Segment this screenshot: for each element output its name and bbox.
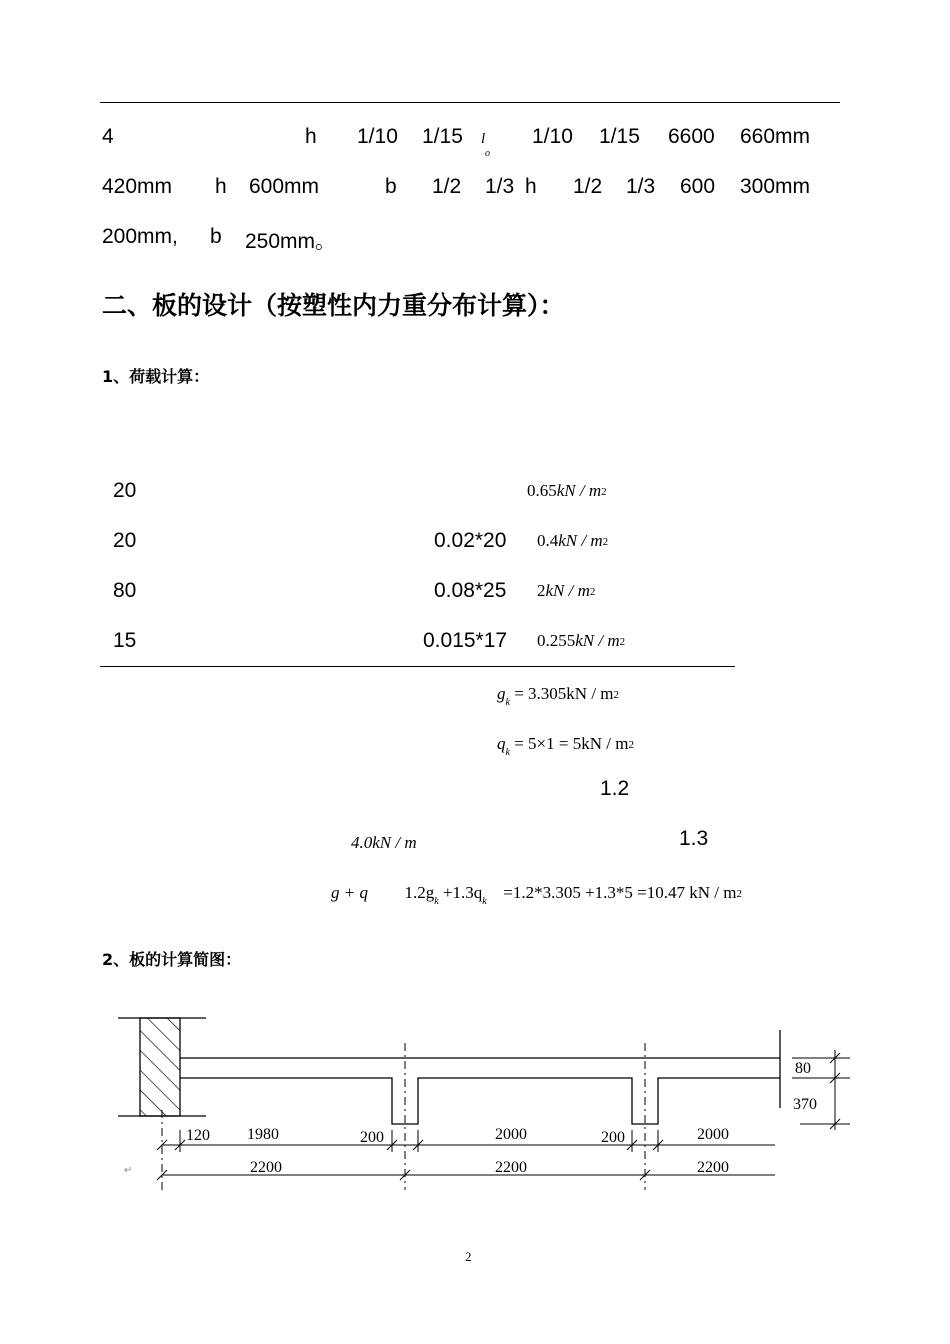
live-load-factor: 1.3 <box>679 827 709 850</box>
load-thickness: 20 <box>113 529 137 552</box>
para-word: h <box>525 175 537 198</box>
dim-label: 2200 <box>697 1159 729 1176</box>
load-value: 2kN / m2 <box>537 581 596 600</box>
para-word: 6600 <box>668 125 715 148</box>
wall-section <box>118 1018 206 1116</box>
load-thickness: 80 <box>113 579 137 602</box>
dim-label: 200 <box>601 1129 625 1146</box>
return-mark: ↵ <box>124 1165 133 1176</box>
live-load-value: 4.0kN / m <box>351 833 417 852</box>
subsection-title-loads: 1、荷载计算： <box>102 367 210 386</box>
load-expression: 0.015*17 <box>423 629 508 652</box>
para-word: 420mm <box>102 175 173 198</box>
para-word: 600mm <box>249 175 320 198</box>
para-word: 660mm <box>740 125 811 148</box>
para-word: 600 <box>680 175 716 198</box>
qk-formula: $q_k = 5\times 1 = 5kN / m2$ <box>497 734 634 758</box>
para-word: b <box>385 175 397 198</box>
dim-label: 2200 <box>250 1159 282 1176</box>
para-word: h <box>305 125 317 148</box>
load-value: 0.255kN / m2 <box>537 631 626 650</box>
slab-and-beams-outline <box>180 1030 780 1124</box>
para-word: 1/2 <box>573 175 603 198</box>
para-subscript: o <box>485 148 490 159</box>
load-value: 0.65kN / m2 <box>527 481 607 500</box>
page-number: 2 <box>465 1249 472 1264</box>
para-symbol: l <box>481 131 486 147</box>
para-word: h <box>215 175 227 198</box>
dim-label: 1980 <box>247 1126 279 1143</box>
para-word: b <box>210 225 222 248</box>
combo-formula: g + q $1.2g_k +1.3q_k =1.2*3.305 +1.3*5 =10.47$ kN / m2 <box>331 883 742 907</box>
para-word: 1/10 <box>357 125 398 148</box>
para-word: 1/3 <box>626 175 656 198</box>
section-title: 二、板的设计（按塑性内力重分布计算）： <box>102 291 565 320</box>
load-expression: 0.08*25 <box>434 579 507 602</box>
para-word: 1/2 <box>432 175 462 198</box>
load-thickness: 20 <box>113 479 137 502</box>
para-word: 1/15 <box>599 125 640 148</box>
load-thickness: 15 <box>113 629 137 652</box>
para-word: 1/15 <box>422 125 463 148</box>
load-expression: 0.02*20 <box>434 529 507 552</box>
dim-label: 2000 <box>697 1126 729 1143</box>
para-word: 4 <box>102 125 114 148</box>
dim-label: 80 <box>795 1060 811 1077</box>
load-value: 0.4kN / m2 <box>537 531 609 550</box>
centerlines <box>162 1043 645 1190</box>
dim-label: 200 <box>360 1129 384 1146</box>
dim-label: 370 <box>793 1096 817 1113</box>
dim-label: 2200 <box>495 1159 527 1176</box>
subsection-title-diagram: 2、板的计算简图： <box>102 950 242 969</box>
gk-formula: $g_k = 3.305kN / m2$ <box>497 684 620 708</box>
para-word: 250mm。 <box>245 230 337 253</box>
dead-load-factor: 1.2 <box>600 777 630 800</box>
para-word: 200mm, <box>102 225 178 248</box>
para-word: 300mm <box>740 175 811 198</box>
dim-label: 2000 <box>495 1126 527 1143</box>
dim-label: 120 <box>186 1127 210 1144</box>
para-word: 1/3 <box>485 175 515 198</box>
para-word: 1/10 <box>532 125 573 148</box>
